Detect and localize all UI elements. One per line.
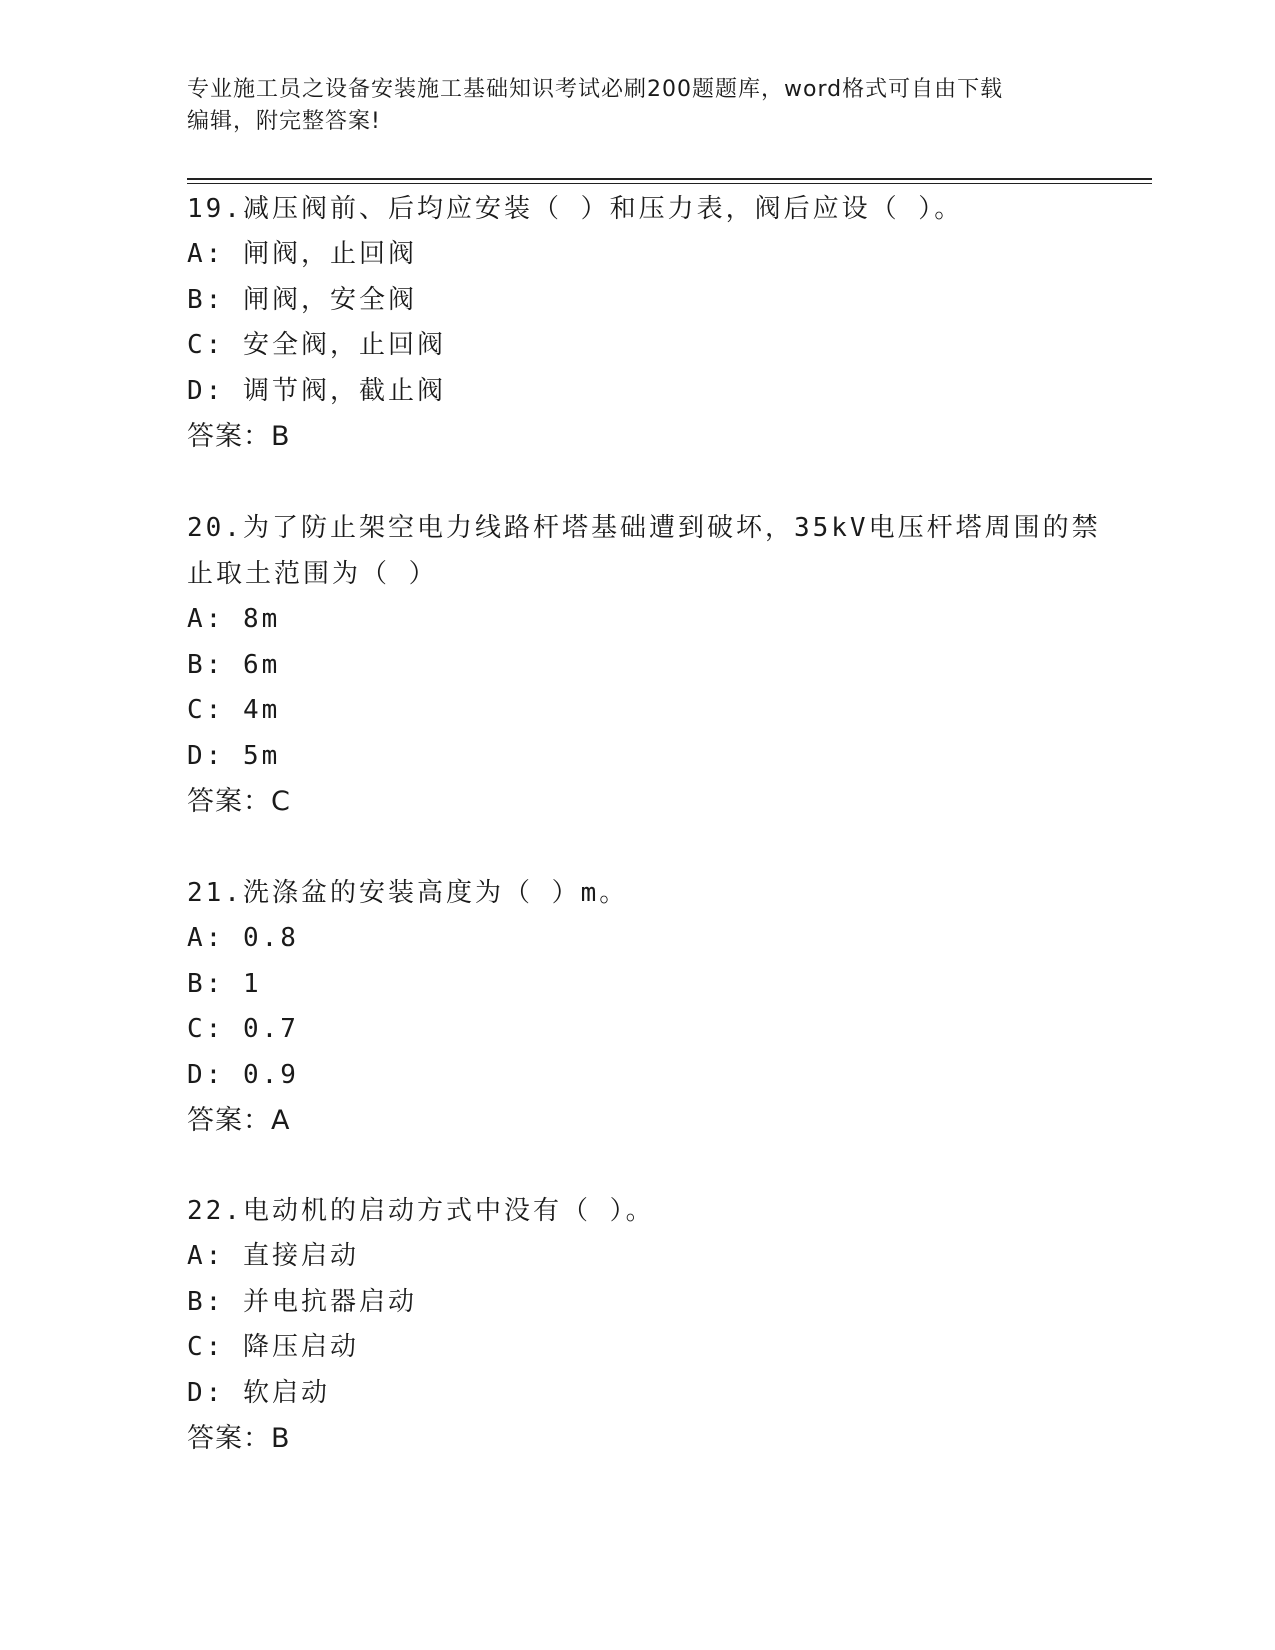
option-c: C: 0.7	[187, 1014, 299, 1044]
option-d: D: 0.9	[187, 1059, 299, 1090]
option-a: A: 闸阀，止回阀	[187, 239, 417, 269]
option-a: A: 8m	[187, 604, 281, 634]
option-b: B: 6m	[187, 649, 281, 680]
question-20	[187, 505, 1101, 825]
option-b: B: 闸阀，安全阀	[187, 284, 417, 315]
document-header	[187, 74, 1087, 138]
option-d: D: 调节阀，截止阀	[187, 375, 446, 406]
header-title-line2: 编辑，附完整答案!	[187, 109, 381, 134]
option-c: C: 4m	[187, 695, 281, 725]
header-divider-thin	[187, 183, 1152, 184]
question-19	[187, 186, 1087, 460]
answer-label: 答案：C	[187, 786, 291, 817]
question-text: 21.洗涤盆的安装高度为（ ）m。	[187, 878, 629, 908]
question-text-line1: 20.为了防止架空电力线路杆塔基础遭到破坏，35kV电压杆塔周围的禁	[187, 513, 1101, 543]
header-divider-thick	[187, 178, 1152, 180]
option-c: C: 安全阀，止回阀	[187, 330, 446, 360]
header-title-line1: 专业施工员之设备安装施工基础知识考试必刷200题题库，word格式可自由下载	[187, 77, 1004, 102]
option-a: A: 直接启动	[187, 1241, 359, 1271]
option-b: B: 1	[187, 968, 262, 999]
option-a: A: 0.8	[187, 923, 299, 953]
option-c: C: 降压启动	[187, 1332, 359, 1362]
option-d: D: 5m	[187, 740, 281, 771]
question-text-line2: 止取土范围为（ ）	[187, 559, 438, 589]
option-d: D: 软启动	[187, 1377, 330, 1408]
question-21	[187, 870, 1087, 1144]
option-b: B: 并电抗器启动	[187, 1286, 417, 1317]
question-22	[187, 1188, 1087, 1462]
answer-label: 答案：B	[187, 421, 291, 452]
answer-label: 答案：A	[187, 1105, 291, 1136]
question-text: 22.电动机的启动方式中没有（ ）。	[187, 1196, 655, 1226]
question-text: 19.减压阀前、后均应安装（ ）和压力表，阀后应设（ ）。	[187, 194, 964, 224]
answer-label: 答案：B	[187, 1423, 291, 1454]
